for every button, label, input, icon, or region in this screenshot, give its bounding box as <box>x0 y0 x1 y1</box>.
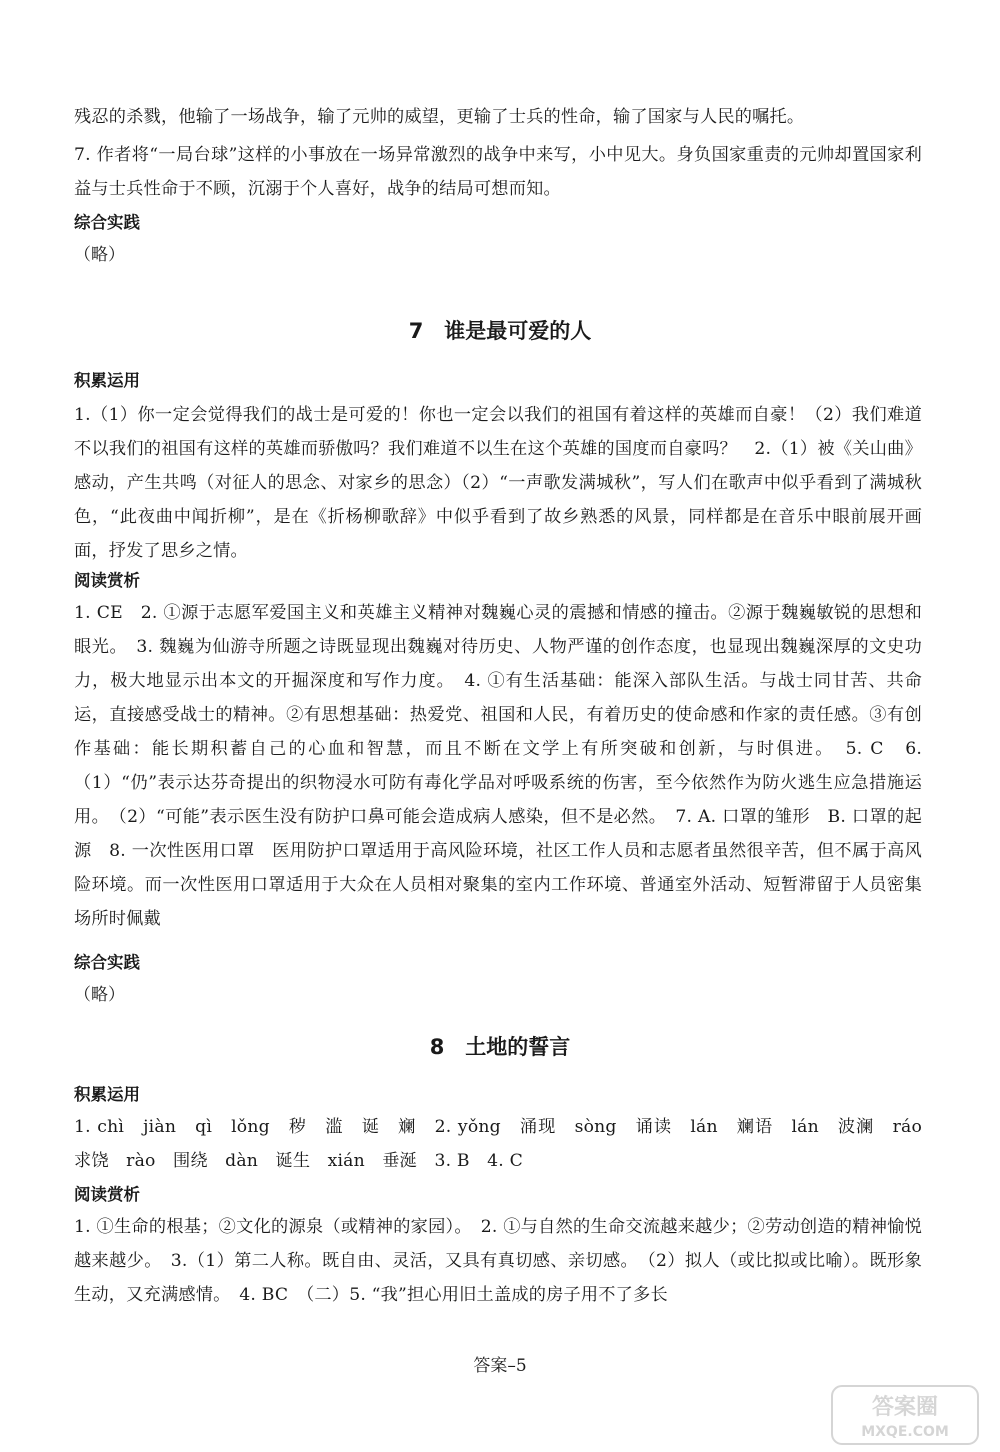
page-number: 答案–5 <box>473 1356 527 1376</box>
s7-reading-text: 1. CE 2. ①源于志愿军爱国主义和英雄主义精神对魏巍心灵的震撼和情感的撞击。②源于魏巍敏锐的思想和眼光。 3. 魏巍为仙游寺所题之诗既显现出魏巍对待历史、人物严谨的创作态度，也显现出魏巍深厚的文史功力，极大地显示出本文的开掘深度和写作力度。 4. ①有生活基础：能深入部队生活。与战士同甘苦、共命运，直接感受战士的精神。②有思想基础：热爱党、祖国和人民，有着历史的使命感和作家的责任感。③有创作基础：能长期积蓄自己的心血和智慧，而且不断在文学上有所突破和创新，与时俱进。 5. C 6.（1）“仍”表示达芬奇提出的织物浸水可防有毒化学品对呼吸系统的伤害，至今依然作为防火逃生应急措施运用。 （2）“可能”表示医生没有防护口鼻可能会造成病人感染，但不是必然。 7. A. 口罩的雏形 B. 口罩的起源 8. 一次性医用口罩 医用防护口罩适用于高风险环境，社区工作人员和志愿者虽然很辛苦，但不属于高风险环境。而一次性医用口罩适用于大众在人员相对聚集的室内工作环境、普通室外活动、短暂滞留于人员密集场所时佩戴 <box>74 603 922 929</box>
prev-answer-para-2: 7. 作者将“一局台球”这样的小事放在一场异常激烈的战争中来写，小中见大。身负国家重责的元帅却置国家利益与士兵性命于不顾，沉溺于个人喜好，战争的结局可想而知。 <box>74 145 922 199</box>
s7-accumulation-heading: 积累运用 <box>74 371 140 390</box>
prev-answer-para-1: 残忍的杀戮，他输了一场战争，输了元帅的威望，更输了士兵的性命，输了国家与人民的嘱托。 <box>74 107 805 127</box>
prev-practice-note: （略） <box>74 245 125 265</box>
s8-accumulation-heading: 积累运用 <box>74 1085 140 1104</box>
watermark-text-cn: 答案圈 <box>871 1395 939 1420</box>
s8-accumulation-text: 1. chì jiàn qì lǒng 秽 滥 诞 斓 2. yǒng 涌现 sòng 诵读 lán 斓语 lán 波澜 ráo 求饶 rào 围绕 dàn 诞生 xián 垂涎 3. B 4. C <box>74 1117 940 1171</box>
s8-reading-heading: 阅读赏析 <box>74 1185 140 1204</box>
watermark-icon <box>830 1384 980 1446</box>
watermark-logo <box>830 1384 980 1446</box>
section-8-title: 8 土地的誓言 <box>429 1035 571 1059</box>
watermark-text-url: MXQE.COM <box>861 1424 949 1440</box>
s7-accumulation-text: 1.（1）你一定会觉得我们的战士是可爱的！你也一定会以我们的祖国有着这样的英雄而自豪！（2）我们难道不以我们的祖国有这样的英雄而骄傲吗？我们难道不以生在这个英雄的国度而自豪吗？ 2.（1）被《关山曲》感动，产生共鸣（对征人的思念、对家乡的思念）（2）“一声歌发满城秋”，写人们在歌声中似乎看到了满城秋色，“此夜曲中闻折柳”，是在《折杨柳歌辞》中似乎看到了故乡熟悉的风景，同样都是在音乐中眼前展开画面，抒发了思乡之情。 <box>74 405 922 561</box>
prev-practice-heading: 综合实践 <box>74 213 140 232</box>
s7-practice-note: （略） <box>74 985 125 1005</box>
s7-reading-heading: 阅读赏析 <box>74 571 140 590</box>
s8-reading-text: 1. ①生命的根基；②文化的源泉（或精神的家园）。 2. ①与自然的生命交流越来越少；②劳动创造的精神愉悦越来越少。 3.（1）第二人称。既自由、灵活，又具有真切感、亲切感。 （2）拟人（或比拟或比喻）。既形象生动，又充满感情。 4. BC （二）5. “我”担心用旧土盖成的房子用不了多长 <box>74 1217 922 1305</box>
section-7-title: 7 谁是最可爱的人 <box>408 319 592 343</box>
s7-practice-heading: 综合实践 <box>74 953 140 972</box>
